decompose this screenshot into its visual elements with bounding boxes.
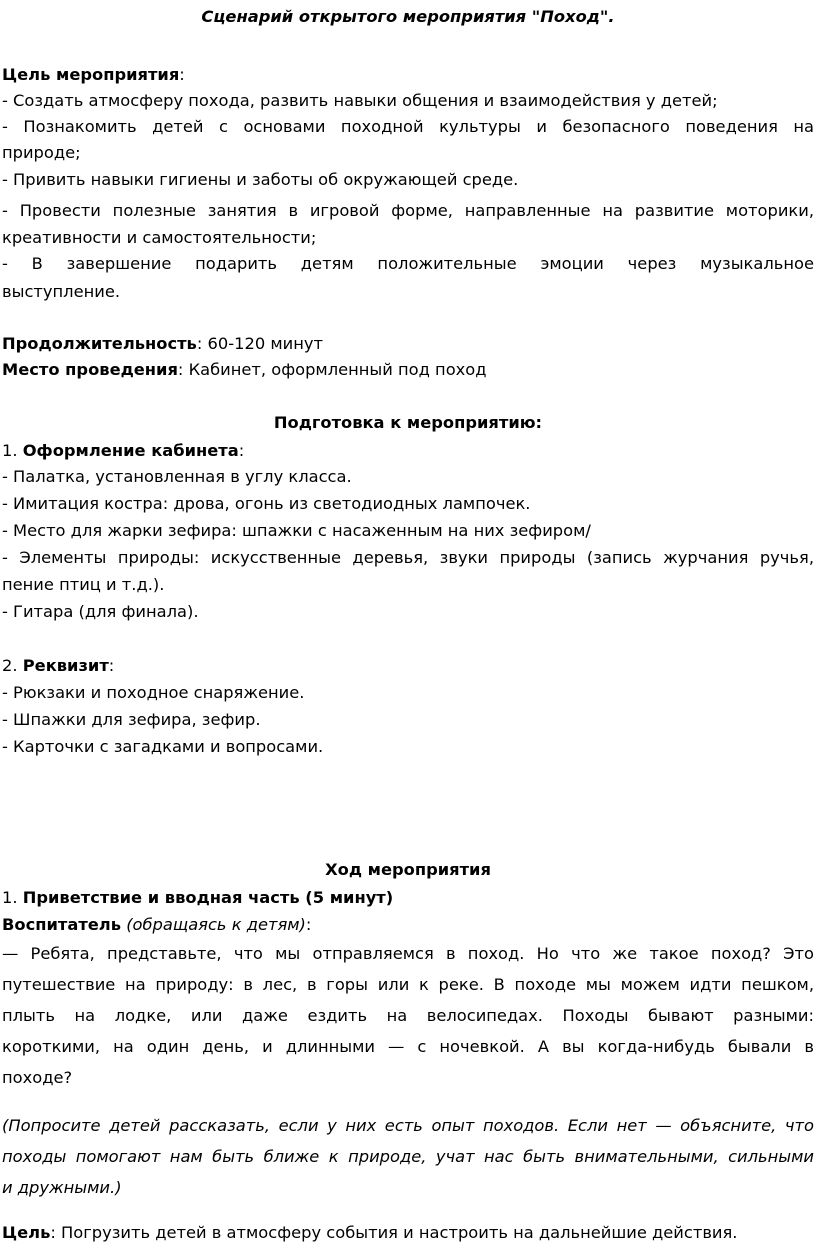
duration-value: : 60-120 минут (196, 334, 323, 353)
section2-item: - Шпажки для зефира, зефир. (2, 710, 261, 729)
duration-label: Продолжительность (2, 334, 197, 353)
goal-item: - В завершение подарить детям положительные эмоции через музыкальное (2, 254, 814, 273)
section1-item: пение птиц и т.д.). (2, 575, 165, 594)
speech-line: путешествие на природу: в лес, в горы или к реке. В походе мы можем идти пешком, (2, 975, 814, 994)
speech-line: — Ребята, представьте, что мы отправляемся в поход. Но что же такое поход? Это (2, 944, 814, 963)
section2-item: - Рюкзаки и походное снаряжение. (2, 683, 305, 702)
venue-label: Место проведения (2, 360, 178, 379)
section2-label: Реквизит (22, 656, 109, 675)
venue-row (2, 357, 814, 383)
section1-item: - Гитара (для финала). (2, 602, 199, 621)
section1-label: Оформление кабинета (22, 441, 239, 460)
preparation-heading: Подготовка к мероприятию: (273, 413, 543, 432)
section1-item: - Палатка, установленная в углу класса. (2, 467, 352, 486)
instruction-line: и дружными.) (2, 1178, 122, 1197)
instruction-line: походы помогают нам быть ближе к природе, учат нас быть внимательными, сильными (2, 1147, 814, 1166)
course-heading: Ход мероприятия (325, 860, 491, 879)
goal-item: - Создать атмосферу похода, развить навыки общения и взаимодействия у детей; (2, 91, 718, 110)
speech-line: короткими, на один день, и длинными — с ночевкой. А вы когда-нибудь бывали в (2, 1037, 814, 1056)
instruction-line: (Попросите детей рассказать, если у них есть опыт походов. Если нет — объясните, что (2, 1116, 814, 1135)
speaker-note: (обращаясь к детям) (121, 915, 306, 934)
part1-number: 1. (2, 888, 23, 907)
section2-heading (2, 653, 814, 679)
speaker-colon: : (305, 915, 312, 934)
section1-number: 1. (2, 441, 23, 460)
section2-colon: : (108, 656, 115, 675)
section1-heading (2, 438, 814, 464)
speaker-row (2, 912, 814, 938)
speech-line: походе? (2, 1068, 73, 1087)
section1-item: - Имитация костра: дрова, огонь из светодиодных лампочек. (2, 494, 531, 513)
goals-label: Цель мероприятия (2, 65, 180, 84)
section1-item: - Элементы природы: искусственные деревья, звуки природы (запись журчания ручья, (2, 548, 814, 567)
goal-item: выступление. (2, 282, 121, 301)
goals-colon: : (179, 65, 185, 84)
section1-item: - Место для жарки зефира: шпажки с насаженным на них зефиром/ (2, 521, 591, 540)
duration-row (2, 331, 814, 357)
goal-item: природе; (2, 143, 81, 162)
section2-item: - Карточки с загадками и вопросами. (2, 737, 324, 756)
document-title: Сценарий открытого мероприятия "Поход". (201, 7, 615, 26)
goal-item: - Провести полезные занятия в игровой форме, направленные на развитие моторики, (2, 201, 814, 220)
section1-colon: : (238, 441, 245, 460)
venue-value: : Кабинет, оформленный под поход (177, 360, 487, 379)
speech-line: плыть на лодке, или даже ездить на велосипедах. Походы бывают разными: (2, 1006, 814, 1025)
part1-heading (2, 885, 814, 911)
aim-text: : Погрузить детей в атмосферу события и настроить на дальнейшие действия. (50, 1223, 738, 1242)
aim-label: Цель (2, 1223, 51, 1242)
goal-item: - Привить навыки гигиены и заботы об окружающей среде. (2, 170, 519, 189)
part1-label: Приветствие и вводная часть (5 минут) (22, 888, 394, 907)
section2-number: 2. (2, 656, 23, 675)
goal-item: креативности и самостоятельности; (2, 228, 317, 247)
aim-row (2, 1220, 814, 1246)
goal-item: - Познакомить детей с основами походной культуры и безопасного поведения на (2, 117, 814, 136)
speaker-label: Воспитатель (2, 915, 122, 934)
goals-heading (2, 62, 814, 88)
